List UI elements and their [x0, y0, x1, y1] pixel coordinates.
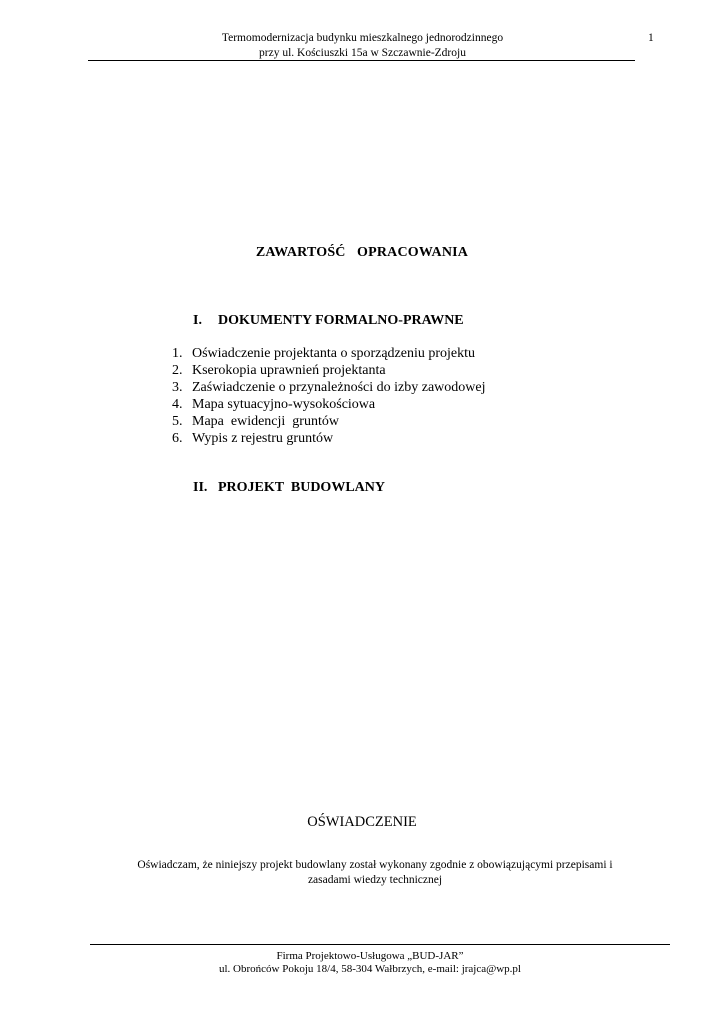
- statement-text: [110, 858, 640, 888]
- section-1-title: DOKUMENTY FORMALNO-PRAWNE: [218, 313, 464, 328]
- list-item-number: 1.: [172, 346, 183, 361]
- statement-line-2: zasadami wiedzy technicznej: [307, 874, 443, 886]
- list-item-text: Zaświadczenie o przynależności do izby zawodowej: [192, 380, 486, 395]
- list-item-number: 4.: [172, 397, 183, 412]
- footer-divider: [90, 944, 670, 945]
- section-2-title: PROJEKT BUDOWLANY: [218, 480, 385, 495]
- list-item: [172, 345, 486, 362]
- section-2-heading: [193, 480, 385, 496]
- list-item-text: Oświadczenie projektanta o sporządzeniu projektu: [192, 346, 476, 361]
- footer-line-1: Firma Projektowo-Usługowa „BUD-JAR”: [276, 950, 464, 962]
- list-item: [172, 430, 486, 447]
- section-2-number: II.: [193, 480, 208, 495]
- page-footer: [90, 950, 650, 976]
- list-item: [172, 413, 486, 430]
- section-1-heading: [193, 313, 464, 329]
- list-item-text: Mapa sytuacyjno-wysokościowa: [192, 397, 376, 412]
- list-item: [172, 396, 486, 413]
- statement-title: OŚWIADCZENIE: [307, 814, 417, 830]
- list-item: [172, 362, 486, 379]
- list-item-text: Mapa ewidencji gruntów: [192, 414, 339, 429]
- header-line-1: Termomodernizacja budynku mieszkalnego jednorodzinnego: [221, 32, 504, 44]
- document-list: [172, 345, 486, 447]
- list-item-number: 6.: [172, 431, 183, 446]
- list-item: [172, 379, 486, 396]
- list-item-number: 3.: [172, 380, 183, 395]
- list-item-text: Wypis z rejestru gruntów: [192, 431, 334, 446]
- page-number: 1: [648, 32, 654, 44]
- list-item-number: 5.: [172, 414, 183, 429]
- list-item-number: 2.: [172, 363, 183, 378]
- list-item-text: Kserokopia uprawnień projektanta: [192, 363, 386, 378]
- footer-line-2: ul. Obrońców Pokoju 18/4, 58-304 Wałbrzych, e-mail: jrajca@wp.pl: [218, 963, 521, 975]
- header-line-2: przy ul. Kościuszki 15a w Szczawnie-Zdroju: [259, 47, 466, 59]
- statement-line-1: Oświadczam, że niniejszy projekt budowlany został wykonany zgodnie z obowiązującymi przepisami i: [137, 859, 613, 871]
- page-header: [90, 31, 635, 61]
- document-title: ZAWARTOŚĆ OPRACOWANIA: [255, 245, 469, 260]
- section-1-number: I.: [193, 313, 202, 328]
- header-divider: [88, 60, 635, 61]
